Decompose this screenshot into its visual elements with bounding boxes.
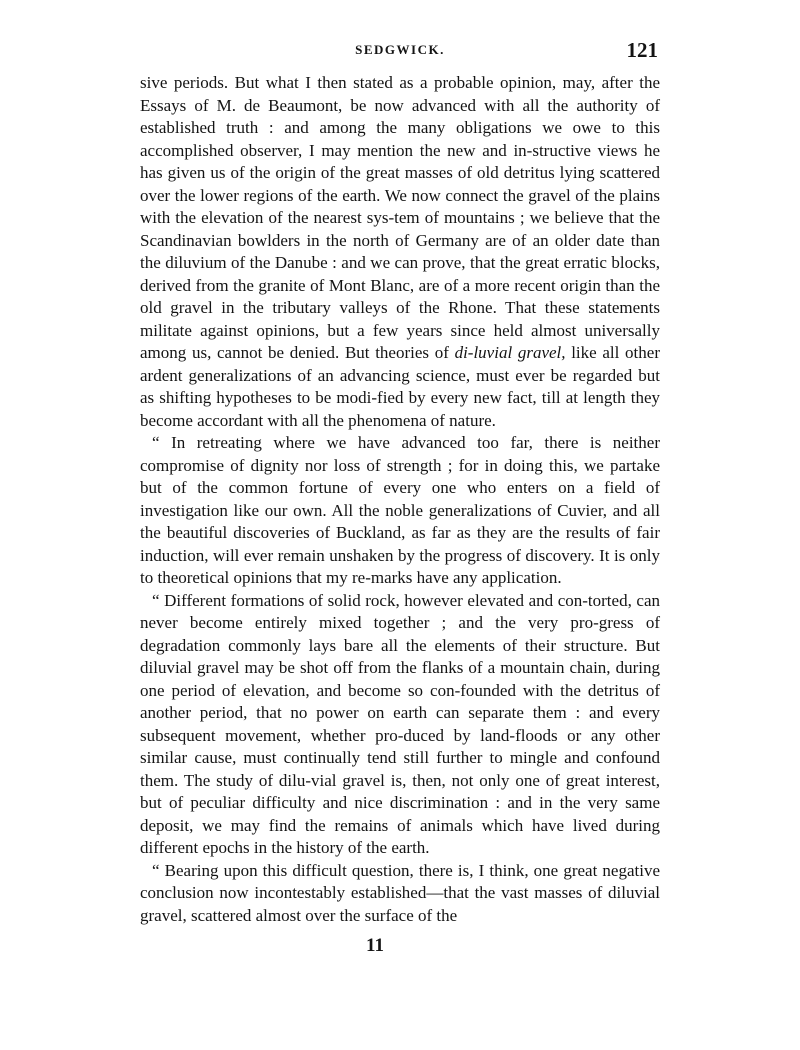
paragraph: [140, 432, 660, 590]
paragraph: [140, 860, 660, 928]
text-run: “ Bearing upon this difficult question, there is, I think, one great negative conclusion now incontestably established—that the vast masses of diluvial gravel, scattered almost over the surface of the: [140, 860, 660, 925]
paragraph: [140, 72, 660, 432]
running-title: SEDGWICK.: [355, 42, 445, 57]
italic-phrase: di-luvial gravel,: [454, 343, 566, 362]
signature-mark: 11: [366, 935, 384, 956]
running-header: [140, 38, 660, 68]
text-run: like all other ardent generalizations of an advancing science, must ever be regarded but as shifting hypotheses to be modi-fied by every new fact, till at length they become accordant with all the phenomena of nature.: [140, 343, 660, 430]
text-run: “ In retreating where we have advanced too far, there is neither compromise of dignity nor loss of strength ; for in doing this, we partake but of the common fortune of every one who enters on a field of investigation like our own. All the noble generalizations of Cuvier, and all the beautiful discoveries of Buckland, as far as they are the results of fair induction, will ever remain unshaken by the progress of discovery. It is only to theoretical opinions that my re-marks have any application.: [140, 433, 660, 587]
text-run: “ Different formations of solid rock, however elevated and con-torted, can never become entirely mixed together ; and the very pro-gress of degradation commonly lays bare all the elements of their structure. But diluvial gravel may be shot off from the flanks of a mountain chain, during one period of elevation, and become so con-founded with the detritus of another period, that no power on earth can separate them : and every subsequent movement, whether pro-duced by land-floods or any other similar cause, must continually tend still further to mingle and confound them. The study of dilu-vial gravel is, then, not only one of great interest, but of peculiar difficulty and nice discrimination : and in the very same deposit, we may find the remains of animals which have lived during different epochs in the history of the earth.: [140, 590, 660, 857]
body-text: [140, 72, 660, 927]
paragraph: [140, 590, 660, 860]
page-number: 121: [626, 38, 658, 62]
text-run: sive periods. But what I then stated as a probable opinion, may, after the Essays of M. de Beaumont, be now advanced with all the authority of established truth : and among the many obligations we owe to this accomplished observer, I may mention the new and in-structive views he has given us of the origin of the great masses of old detritus lying scattered over the lower regions of the earth. We now connect the gravel of the plains with the elevation of the nearest sys-tem of mountains ; we believe that the Scandinavian bowlders in the north of Germany are of an older date than the diluvium of the Danube : and we can prove, that the great erratic blocks, derived from the granite of Mont Blanc, are of a more recent origin than the old gravel in the tributary valleys of the Rhone. That these statements militate against opinions, but a few years since held almost universally among us, cannot be denied. But theories of: [140, 73, 660, 362]
book-page: [140, 38, 660, 957]
